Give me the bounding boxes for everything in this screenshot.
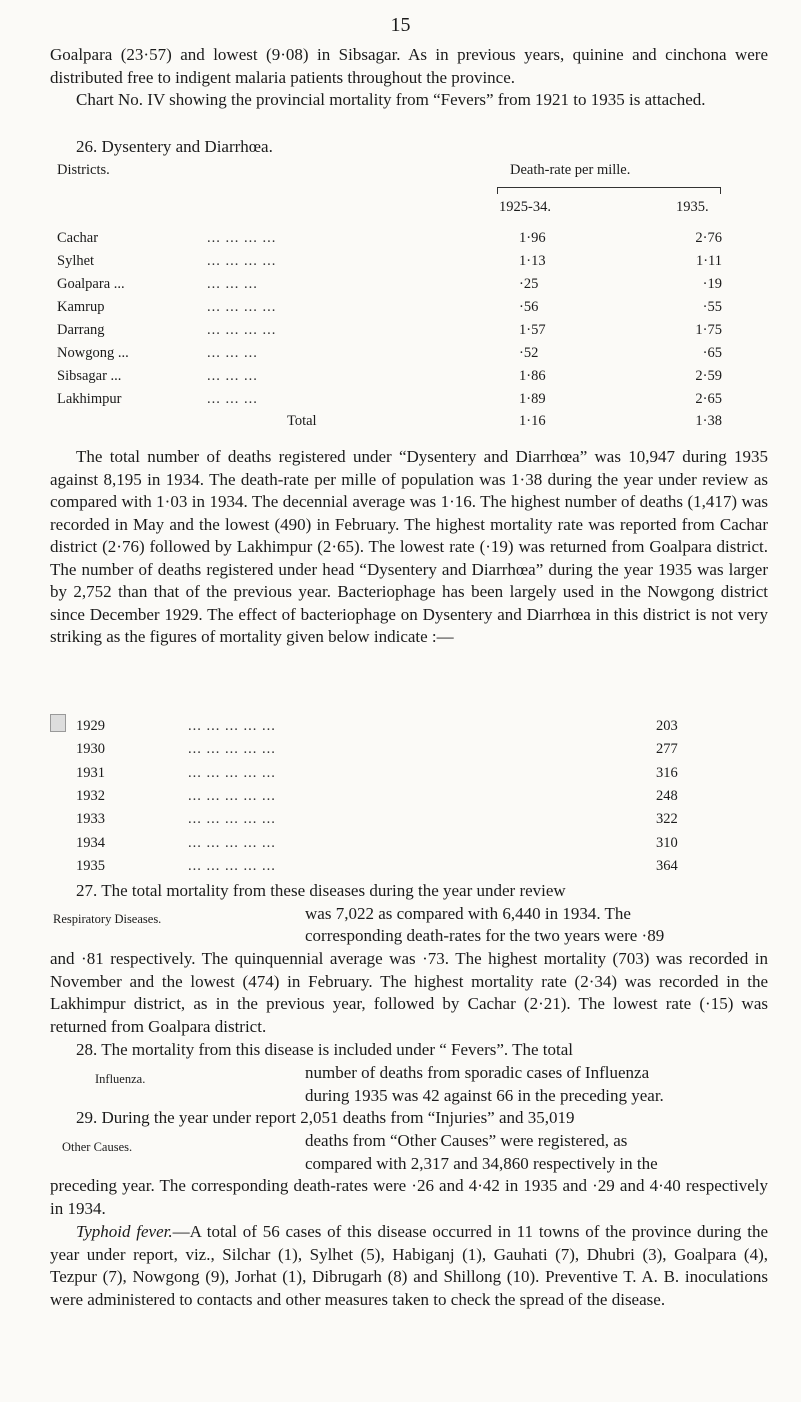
- district-name: Cachar: [57, 230, 99, 246]
- col-period2-header: 1935.: [676, 199, 709, 215]
- col-districts-header: Districts.: [57, 162, 110, 178]
- year-label: 1934: [76, 834, 105, 851]
- section-26-heading: 26. Dysentery and Diarrhœa.: [76, 137, 273, 156]
- total-avg: 1·16: [519, 413, 546, 429]
- rate-1925-34: 1·89: [519, 391, 546, 407]
- year-label: 1933: [76, 811, 105, 828]
- year-value: 322: [656, 811, 678, 828]
- leader-dots: ... ... ...: [207, 345, 258, 361]
- year-label: 1935: [76, 857, 105, 874]
- scan-mark-icon: [50, 714, 66, 732]
- list-item: [76, 858, 726, 880]
- table-row: [57, 276, 757, 298]
- rate-1935: 1·75: [695, 322, 722, 338]
- section-27-first-line: 27. The total mortality from these diseases during the year under review: [76, 881, 566, 900]
- leader-dots: ... ... ... ... ...: [188, 857, 276, 874]
- table-row: [57, 299, 757, 321]
- rate-1935: ·65: [702, 345, 722, 361]
- rate-1925-34: 1·96: [519, 230, 546, 246]
- year-label: 1931: [76, 764, 105, 781]
- typhoid-text: —A total of 56 cases of this disease occurred in 11 towns of the province during the year under report, viz., Silchar (1), Sylhet (5), Habiganj (1), Gauhati (7), Dhubri (3), Goalpara (4), Tezpur (7), Nowgong (9), Jorhat (1), Dibrugarh (8) and Shillong (10). Preventive T. A. B. inoculations were administered to contacts and other measures taken to check the spread of the disease.: [50, 1222, 768, 1309]
- table-row: [57, 345, 757, 367]
- section-27-wrap1: was 7,022 as compared with 6,440 in 1934. The: [305, 904, 631, 923]
- district-name: Goalpara ...: [57, 276, 125, 292]
- list-item: [76, 741, 726, 763]
- section-29-rest: preceding year. The corresponding death-rates were ·26 and 4·42 in 1935 and ·29 and 4·40 respectively in 1934.: [50, 1176, 768, 1218]
- table-row: [57, 322, 757, 344]
- col-period1-header: 1925-34.: [499, 199, 551, 215]
- section-26-paragraph: The total number of deaths registered under “Dysentery and Diarrhœa” was 10,947 during 1935 against 8,195 in 1934. The death-rate per mille of population was 1·38 during the year under review as compared with 1·03 in 1934. The decennial average was 1·16. The highest number of deaths (1,417) was recorded in May and the lowest (490) in February. The highest mortality rate was reported from Cachar district (2·76) followed by Lakhimpur (2·65). The lowest rate (·19) was returned from Goalpara district. The number of deaths registered under head “Dysentery and Diarrhœa” during the year 1935 was larger by 2,752 than that of the previous year. Bacteriophage has been largely used in the Nowgong district since December 1929. The effect of bacteriophage on Dysentery and Diarrhœa in this district is not very striking as the figures of mortality given below indicate :—: [50, 447, 768, 646]
- year-label: 1929: [76, 718, 105, 734]
- section-28-wrap2: during 1935 was 42 against 66 in the preceding year.: [305, 1086, 664, 1105]
- total-row: [57, 413, 757, 435]
- typhoid-title: Typhoid fever.: [76, 1222, 173, 1241]
- section-29-side-label: Other Causes.: [62, 1140, 133, 1154]
- section-29-first-line: 29. During the year under report 2,051 deaths from “Injuries” and 35,019: [76, 1108, 575, 1127]
- table-row: [57, 391, 757, 413]
- year-label: 1932: [76, 787, 105, 804]
- leader-dots: ... ... ...: [207, 391, 258, 407]
- district-name: Kamrup: [57, 299, 105, 315]
- district-name: Sibsagar ...: [57, 368, 122, 384]
- rate-1935: ·55: [702, 299, 722, 315]
- section-27-side-label: Respiratory Diseases.: [53, 912, 162, 926]
- rate-1935: 1·11: [695, 253, 722, 269]
- list-item: [76, 835, 726, 857]
- rate-1925-34: ·56: [519, 299, 539, 315]
- year-value: 277: [656, 741, 678, 758]
- leader-dots: ... ... ... ...: [207, 322, 277, 338]
- section-28-wrap1: number of deaths from sporadic cases of Influenza: [305, 1063, 650, 1082]
- year-value: 203: [656, 718, 678, 734]
- intro-paragraph: Goalpara (23·57) and lowest (9·08) in Sibsagar. As in previous years, quinine and cinchona were distributed free to indigent malaria patients throughout the province.: [50, 45, 768, 87]
- list-item: [76, 765, 726, 787]
- table-row: [57, 368, 757, 390]
- year-value: 364: [656, 857, 678, 874]
- section-29-wrap2: compared with 2,317 and 34,860 respectively in the: [305, 1154, 658, 1173]
- district-name: Sylhet: [57, 253, 95, 269]
- leader-dots: ... ... ... ...: [207, 230, 277, 246]
- list-item: [76, 788, 726, 810]
- col-deathrate-header: Death-rate per mille.: [510, 162, 631, 178]
- leader-dots: ... ... ...: [207, 368, 258, 384]
- rate-1925-34: 1·13: [519, 253, 546, 269]
- header-brace: [497, 187, 721, 194]
- typhoid-paragraph: [50, 1221, 768, 1311]
- total-label: Total: [287, 413, 317, 429]
- leader-dots: ... ... ... ...: [207, 299, 277, 315]
- district-name: Lakhimpur: [57, 391, 122, 407]
- leader-dots: ... ... ... ...: [207, 253, 277, 269]
- chart-note-paragraph: Chart No. IV showing the provincial mortality from “Fevers” from 1921 to 1935 is attached.: [76, 90, 706, 109]
- rate-1925-34: ·52: [519, 345, 539, 361]
- section-27-rest: and ·81 respectively. The quinquennial average was ·73. The highest mortality (703) was recorded in November and the lowest (474) in February. The highest mortality rate (2·34) was recorded in the Lakhimpur district, as in the previous year, followed by Cachar (2·21). The lowest rate (·15) was returned from Goalpara district.: [50, 949, 768, 1036]
- year-label: 1930: [76, 741, 105, 758]
- rate-1925-34: 1·57: [519, 322, 546, 338]
- leader-dots: ... ... ... ... ...: [188, 811, 276, 828]
- district-name: Nowgong ...: [57, 345, 129, 361]
- list-item: [76, 811, 726, 833]
- list-item: [76, 718, 726, 740]
- section-28-first-line: 28. The mortality from this disease is included under “ Fevers”. The total: [76, 1040, 573, 1059]
- rate-1935: 2·65: [695, 391, 722, 407]
- leader-dots: ... ... ... ... ...: [188, 764, 276, 781]
- rate-1935: ·19: [702, 276, 722, 292]
- leader-dots: ... ... ... ... ...: [188, 741, 276, 758]
- rate-1935: 2·59: [695, 368, 722, 384]
- year-value: 248: [656, 787, 678, 804]
- year-value: 310: [656, 834, 678, 851]
- district-name: Darrang: [57, 322, 105, 338]
- table-row: [57, 253, 757, 275]
- year-value: 316: [656, 764, 678, 781]
- leader-dots: ... ... ... ... ...: [188, 718, 276, 734]
- leader-dots: ... ... ... ... ...: [188, 834, 276, 851]
- total-1935: 1·38: [695, 413, 722, 429]
- leader-dots: ... ... ... ... ...: [188, 787, 276, 804]
- section-29-wrap1: deaths from “Other Causes” were registered, as: [305, 1131, 628, 1150]
- table-row: [57, 230, 757, 252]
- page-number: 15: [390, 14, 411, 36]
- section-27-wrap2: corresponding death-rates for the two years were ·89: [305, 926, 665, 945]
- rate-1925-34: ·25: [519, 276, 539, 292]
- rate-1925-34: 1·86: [519, 368, 546, 384]
- section-28-side-label: Influenza.: [95, 1072, 146, 1086]
- leader-dots: ... ... ...: [207, 276, 258, 292]
- rate-1935: 2·76: [695, 230, 722, 246]
